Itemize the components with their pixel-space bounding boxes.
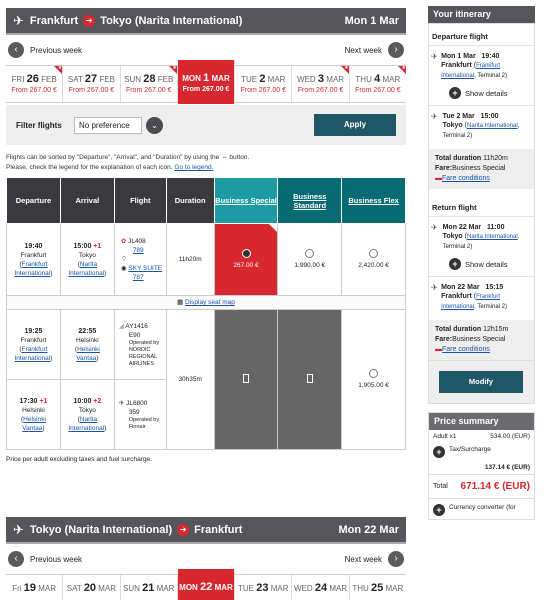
outbound-destination: Tokyo (Narita International) xyxy=(100,14,243,27)
currency-converter-row[interactable] xyxy=(429,499,534,519)
dep-city: Frankfurt xyxy=(20,336,47,344)
wifi-icon: ⌔ xyxy=(120,256,127,263)
day-tab[interactable] xyxy=(350,66,406,102)
itinerary-title: Your itinerary xyxy=(428,6,535,23)
leg-terminal: , Terminal 2) xyxy=(442,234,520,250)
arrow-right-icon: ➔ xyxy=(83,15,95,27)
fare-cell-unavailable xyxy=(214,310,278,450)
sort-note-text: Flights can be sorted by "Departure", "Arrival", and "Duration" by using the ⇔ button. xyxy=(6,154,250,161)
day-month: MAR xyxy=(214,583,233,592)
day-month: MAR xyxy=(326,75,345,84)
day-month: FEB xyxy=(99,75,115,84)
fare-header-flex[interactable]: Business Flex xyxy=(342,178,406,224)
day-weekday: Fri xyxy=(12,584,22,593)
dep-time: 19:40 xyxy=(24,242,43,250)
apply-button[interactable]: Apply xyxy=(314,114,396,136)
arr-time: 10:00 xyxy=(73,397,92,405)
show-details-button[interactable] xyxy=(429,256,534,276)
flight-header: Flight xyxy=(114,178,166,224)
seat-icon: ◉ xyxy=(120,265,127,272)
day-number: 23 xyxy=(256,582,269,594)
total-duration-label: Total duration xyxy=(435,155,482,162)
previous-week-label: Previous week xyxy=(30,554,83,564)
fare-price: 1,905.00 € xyxy=(358,382,389,389)
day-tab-selected[interactable] xyxy=(178,60,235,104)
outbound-date xyxy=(345,15,399,27)
day-number: 24 xyxy=(314,582,328,594)
leg-airport-link[interactable]: Narita International xyxy=(466,123,518,129)
document-icon: ▬ xyxy=(435,346,442,353)
arr-time: 15:00 xyxy=(73,242,92,250)
takeoff-icon: ✈ xyxy=(431,52,438,61)
flag-corner-icon xyxy=(54,66,62,74)
leg-city: Tokyo xyxy=(442,122,463,129)
dep-airport-link[interactable]: Frankfurt International xyxy=(14,260,51,277)
display-seat-map-link[interactable]: Display seat map xyxy=(185,299,235,306)
arr-airport-link[interactable]: Narita International xyxy=(68,260,105,277)
leg-time: 19:40 xyxy=(481,53,500,60)
aircraft-type: 359 xyxy=(128,408,140,416)
arr-city: Helsinki xyxy=(75,336,99,344)
sort-departure-header[interactable]: Departure xyxy=(7,178,61,224)
outbound-route-header xyxy=(6,8,406,35)
leg-city: Tokyo xyxy=(442,233,463,240)
arrow-right-icon: ➔ xyxy=(177,524,189,536)
inbound-section xyxy=(6,517,406,600)
day-month: MAR xyxy=(156,584,175,593)
chevron-left-icon: ‹ xyxy=(8,551,24,567)
modify-box xyxy=(429,360,534,403)
leg-time: 11:00 xyxy=(486,224,505,231)
seatmap-row xyxy=(7,296,406,310)
flag-corner-icon xyxy=(169,66,177,74)
leg-date: Tue 2 Mar xyxy=(442,113,475,120)
previous-week-button[interactable] xyxy=(8,42,82,58)
day-tab[interactable] xyxy=(235,66,292,102)
landing-icon: ✈ xyxy=(431,283,438,292)
day-offset: +2 xyxy=(93,397,102,405)
day-price: From 267.00 € xyxy=(125,87,172,94)
day-month: MAR xyxy=(385,584,404,593)
filter-select[interactable]: No preference xyxy=(74,117,142,134)
inbound-date xyxy=(338,524,399,536)
fare-radio[interactable] xyxy=(369,369,378,378)
day-price: From 267.00 € xyxy=(297,87,344,94)
day-weekday: MON xyxy=(182,74,201,83)
leg-terminal: , Terminal 2) xyxy=(474,304,507,310)
dep-time: 17:30 xyxy=(19,397,38,405)
day-number: 4 xyxy=(374,73,381,85)
takeoff-icon: ✈ xyxy=(431,223,438,232)
plus-icon: + xyxy=(449,258,461,270)
day-month: MAR xyxy=(382,75,401,84)
day-weekday: TUE xyxy=(238,584,255,593)
day-offset: +1 xyxy=(93,242,102,250)
seat-map-icon: ▦ xyxy=(177,299,184,306)
sort-note xyxy=(6,153,406,173)
day-number: 26 xyxy=(26,73,39,85)
chevron-right-icon: › xyxy=(388,551,404,567)
inbound-origin: Tokyo (Narita International) xyxy=(29,523,173,536)
airline-logo-icon: ✿ xyxy=(120,238,127,245)
day-month: MAR xyxy=(98,584,117,593)
table-row: 17:30 +1 Helsinki (Helsinki Vantaa) 10:00 +2 Tokyo (Narita International) ✈ JL6800 359 Operated by Finnair xyxy=(7,380,406,450)
total-label: Total xyxy=(433,483,448,490)
dep-airport-link[interactable]: Frankfurt International xyxy=(14,345,51,362)
day-number: 25 xyxy=(371,582,384,594)
previous-week-button[interactable] xyxy=(8,551,82,567)
flag-corner-icon xyxy=(341,66,349,74)
dep-airport-link[interactable]: Helsinki Vantaa xyxy=(22,415,46,432)
itinerary-leg: ✈ Mon 22 Mar 11:00 Tokyo (Narita International, Terminal 2) xyxy=(429,216,534,256)
inbound-route-header xyxy=(6,517,406,544)
plus-icon: + xyxy=(433,446,445,458)
day-month: MAR xyxy=(329,584,348,593)
departure-total xyxy=(429,149,534,189)
day-weekday: SAT xyxy=(67,75,83,84)
flight-number: JL408 xyxy=(128,238,146,245)
arr-airport-link[interactable]: Narita International xyxy=(68,415,105,432)
leg-time: 15:15 xyxy=(485,284,504,291)
arr-city: Tokyo xyxy=(78,251,96,259)
leg-date: Mon 1 Mar xyxy=(441,53,476,60)
tax-value: 137.14 € (EUR) xyxy=(484,464,530,471)
previous-week-label: Previous week xyxy=(30,45,83,55)
day-tab-selected[interactable] xyxy=(178,569,235,600)
legend-link[interactable]: Go to legend. xyxy=(174,164,214,171)
airline-logo-icon: ◢ xyxy=(118,322,124,330)
day-price: From 267.00 € xyxy=(240,87,287,94)
fare-cell-selected[interactable] xyxy=(214,224,278,296)
fare-price: 267.00 € xyxy=(233,262,259,269)
day-tab[interactable] xyxy=(121,575,178,600)
day-weekday: SUN xyxy=(123,584,140,593)
flight-table xyxy=(6,177,406,450)
landing-icon: ✈ xyxy=(431,112,438,121)
day-tab[interactable] xyxy=(121,66,178,102)
leg-date: Mon 22 Mar xyxy=(442,224,482,231)
fare-conditions-link[interactable]: Fare conditions xyxy=(442,346,490,353)
leg-city: Frankfurt xyxy=(441,293,472,300)
day-tab[interactable] xyxy=(350,575,406,600)
chevron-right-icon: › xyxy=(388,42,404,58)
day-weekday: THU xyxy=(352,584,369,593)
day-number: 2 xyxy=(259,73,266,85)
fare-radio[interactable] xyxy=(305,249,314,258)
plane-icon: ✈ xyxy=(13,12,24,28)
day-month: FEB xyxy=(41,75,57,84)
day-tab[interactable] xyxy=(292,575,349,600)
day-month: MAR xyxy=(267,75,286,84)
table-row: 19:25 Frankfurt (Frankfurt International) 22:55 Helsinki (Helsinki Vantaa) ◢ AY1416 E90 Operated by NORDIC REGIONAL AIRLINES 30h35m 1,905.00 € xyxy=(7,310,406,380)
price-summary-title: Price summary xyxy=(429,413,534,430)
leg-airport-link[interactable]: Frankfurt International xyxy=(441,63,501,79)
leg-airport-link[interactable]: Frankfurt International xyxy=(441,294,501,310)
adult-value: 534.00 (EUR) xyxy=(490,433,530,440)
show-details-button[interactable] xyxy=(429,85,534,105)
price-note: Price per adult excluding taxes and fuel surcharge. xyxy=(6,456,152,463)
day-price: From 267.00 € xyxy=(11,87,57,94)
fare-radio[interactable] xyxy=(369,249,378,258)
next-week-button[interactable] xyxy=(345,551,404,567)
inbound-day: 22 Mar xyxy=(364,523,399,536)
duration: 11h20m xyxy=(166,224,214,296)
fare-price: 2,420.00 € xyxy=(358,262,389,269)
departure-flight-label: Departure flight xyxy=(432,32,488,41)
day-tab[interactable] xyxy=(6,575,63,600)
arr-time: 22:55 xyxy=(78,327,97,335)
leg-terminal: , Terminal 2) xyxy=(442,123,520,139)
document-icon: ▬ xyxy=(435,175,442,182)
flight-number: JL6800 xyxy=(126,399,148,407)
table-row: 19:40 Frankfurt (Frankfurt International) 15:00 +1 Tokyo (Narita International) ✿ JL408 789 ⌔ ◉ SKY SUITE 787 11h20m ★ 267.00 € 1,990.00 € 2,420.00 € xyxy=(7,224,406,296)
fare-label: Fare: xyxy=(435,336,453,343)
day-number: 28 xyxy=(143,73,156,85)
itinerary-sidebar xyxy=(428,6,535,520)
filter-bar xyxy=(6,105,406,145)
leg-time: 15:00 xyxy=(480,113,499,120)
fare-header-standard[interactable]: Business Standard xyxy=(278,178,342,224)
price-summary xyxy=(428,412,535,520)
total-row xyxy=(429,474,534,499)
outbound-weekday: Mon xyxy=(344,14,368,27)
day-number: 21 xyxy=(142,582,155,594)
day-weekday: SUN xyxy=(124,75,141,84)
fare-cell[interactable] xyxy=(342,224,406,296)
itinerary-leg: ✈ Mon 1 Mar 19:40 Frankfurt (Frankfurt International, Terminal 2) xyxy=(429,45,534,85)
fare-radio[interactable] xyxy=(242,249,251,258)
dep-time: 19:25 xyxy=(24,327,43,335)
day-tab[interactable] xyxy=(63,575,120,600)
aircraft-link[interactable]: 787 xyxy=(132,274,144,281)
total-duration-label: Total duration xyxy=(435,326,482,333)
fare-cell[interactable] xyxy=(278,224,342,296)
adult-label: Adult x1 xyxy=(433,433,457,440)
flag-corner-icon xyxy=(398,66,406,74)
fare-cell-unavailable xyxy=(278,310,342,450)
fare-conditions-link[interactable]: Fare conditions xyxy=(442,175,490,182)
lock-icon xyxy=(243,374,249,383)
next-week-label: Next week xyxy=(344,45,382,55)
day-tab[interactable] xyxy=(292,66,349,102)
dep-city: Helsinki xyxy=(22,406,45,414)
return-total xyxy=(429,320,534,360)
day-month: FEB xyxy=(157,75,174,84)
duration: 30h35m xyxy=(166,310,214,450)
fare-name: Business Special xyxy=(452,336,506,343)
operated-by: Operated by Finnair xyxy=(128,416,160,430)
chevron-left-icon: ‹ xyxy=(8,42,24,58)
day-month: MAR xyxy=(270,584,289,593)
day-price: From 267.00 € xyxy=(355,87,401,94)
tax-label: Tax/Surcharge xyxy=(449,446,491,453)
fare-header-special[interactable]: Business Special xyxy=(214,178,278,224)
outbound-section xyxy=(6,8,406,463)
lock-icon xyxy=(307,374,313,383)
sort-duration-header[interactable]: Duration xyxy=(166,178,214,224)
outbound-day: 1 Mar xyxy=(370,14,399,27)
arr-airport-link[interactable]: Helsinki Vantaa xyxy=(76,345,100,362)
fare-name: Business Special xyxy=(452,165,506,172)
adult-row xyxy=(429,430,534,443)
day-number: 1 xyxy=(203,72,210,84)
day-weekday: FRI xyxy=(11,75,25,84)
modify-button[interactable]: Modify xyxy=(439,371,523,393)
day-weekday: TUE xyxy=(241,75,258,84)
day-offset: +1 xyxy=(39,397,48,405)
day-weekday: SAT xyxy=(66,584,82,593)
day-weekday: THU xyxy=(355,75,372,84)
chevron-down-icon[interactable]: ⌄ xyxy=(146,117,163,134)
fare-price: 1,990.00 € xyxy=(294,262,326,269)
day-number: 27 xyxy=(84,73,98,85)
day-price: From 267.00 € xyxy=(182,86,230,93)
leg-date: Mon 22 Mar xyxy=(441,284,480,291)
airline-logo-icon: ✈ xyxy=(118,399,125,407)
day-tab[interactable] xyxy=(235,575,292,600)
inbound-destination: Frankfurt xyxy=(194,523,243,536)
day-weekday: WED xyxy=(293,584,313,593)
plus-icon: + xyxy=(433,504,445,516)
return-flight-label: Return flight xyxy=(432,203,477,212)
outbound-origin: Frankfurt xyxy=(29,14,79,27)
legend-note-text: Please, check the legend for the explanation of each icon. xyxy=(6,164,173,171)
day-number: 20 xyxy=(83,582,97,594)
day-weekday: MON xyxy=(179,583,198,592)
day-number: 22 xyxy=(200,581,213,593)
itinerary-leg: ✈ Mon 22 Mar 15:15 Frankfurt (Frankfurt International, Terminal 2) xyxy=(429,276,534,316)
aircraft-type: E90 xyxy=(128,331,141,339)
inbound-day-strip xyxy=(6,574,406,600)
leg-airport-link[interactable]: Narita International xyxy=(466,234,518,240)
next-week-button[interactable] xyxy=(345,42,404,58)
plane-icon: ✈ xyxy=(13,521,24,537)
day-month: MAR xyxy=(211,74,230,83)
dep-city: Frankfurt xyxy=(20,251,47,259)
fare-cell[interactable] xyxy=(342,310,406,450)
tax-row[interactable] xyxy=(429,443,534,461)
total-duration: 11h20m xyxy=(483,155,508,162)
leg-terminal: , Terminal 2) xyxy=(474,73,507,79)
day-tab[interactable] xyxy=(6,66,63,102)
itinerary-leg: ✈ Tue 2 Mar 15:00 Tokyo (Narita International, Terminal 2) xyxy=(429,105,534,145)
day-month: MAR xyxy=(38,584,57,593)
day-tab[interactable] xyxy=(63,66,120,102)
outbound-day-strip xyxy=(6,65,406,103)
plus-icon: + xyxy=(449,87,461,99)
filter-label: Filter flights xyxy=(16,120,62,130)
sky-suite-link[interactable]: SKY SUITE xyxy=(128,265,163,272)
fare-label: Fare: xyxy=(435,165,453,172)
next-week-label: Next week xyxy=(344,554,382,564)
show-details-label: Show details xyxy=(465,259,508,269)
operated-by: Operated by NORDIC REGIONAL AIRLINES xyxy=(128,339,160,367)
day-number: 3 xyxy=(317,73,325,85)
flag-corner-icon xyxy=(269,224,277,232)
day-price: From 267.00 € xyxy=(68,87,115,94)
show-details-label: Show details xyxy=(465,88,508,98)
day-number: 19 xyxy=(23,582,37,594)
inbound-weekday: Mon xyxy=(338,523,362,536)
aircraft-link[interactable]: 789 xyxy=(132,247,144,254)
sort-arrival-header[interactable]: Arrival xyxy=(60,178,114,224)
currency-converter-label: Currency converter (for xyxy=(449,504,516,511)
flight-number: AY1416 xyxy=(125,322,148,330)
itinerary-panel xyxy=(428,23,535,404)
total-value: 671.14 € (EUR) xyxy=(460,481,530,492)
leg-city: Frankfurt xyxy=(441,62,472,69)
total-duration: 12h15m xyxy=(483,326,509,333)
day-weekday: WED xyxy=(297,75,316,84)
arr-city: Tokyo xyxy=(78,406,96,414)
